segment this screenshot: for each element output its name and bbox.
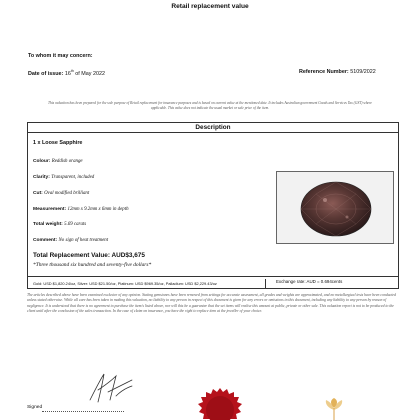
field-clarity [33,175,94,180]
field-cut [33,191,89,196]
ref-value: 5109/2022 [350,69,376,75]
disclaimer-bottom: The articles described above have been examined exclusive of any opinion. Stating gemstones have been removed from settings for accurate assessment, all grades and weights are approximated, and no metallurgical tests have been conducted unless stated otherwise. While all care has been taken in making this valuation, no liability to any person in respect of this document is given for any errors or omissions in this document, including any liability to any person by reason of negligence. It is understood that there is no agreement to purchase the item/s listed above, nor will this be a guarantee that the set items will realise this amount at public, private or other sale. This valuation report is not to be produced to the client until after the conclusion of the sales transaction. In the case of claim on insurance, you have the right to replace item at the jeweller of your choice. [27,293,396,313]
field-value: Transparent, included [51,175,95,180]
field-label: Clarity: [33,175,50,180]
field-measurement [33,207,129,212]
field-value: No sign of heat treatment [58,238,109,243]
date-day: 16 [64,70,71,77]
field-label: Cut: [33,191,43,196]
metals-row-divider [27,276,399,277]
field-value: Oval modified brilliant [44,191,90,196]
field-value: 5.69 carats [64,222,87,227]
signed-label: Signed [27,405,43,410]
field-total-weight [33,222,86,227]
field-comment [33,238,108,243]
date-label: Date of issue: [28,70,64,77]
document-title: Retail replacement value [171,3,249,10]
field-value: 12mm x 9.2mm x 6mm in depth [67,207,129,212]
salutation: To whom it may concern: [28,53,93,59]
logo-icon [314,398,354,420]
total-replacement-value: Total Replacement Value: AUD$3,675 [33,252,145,259]
reference-number [299,69,376,75]
date-rest: of May 2022 [75,70,105,77]
exchange-rate: Exchange rate: AUD = 0.694cents [276,279,343,284]
date-suffix: th [70,69,74,73]
disclaimer-top: This valuation has been prepared for the sole purpose of Retail replacement for insurance purposes and is based on current value at the mentioned date. It includes Australian government Goods and Services Tax (GST) where applicable. This value does not indicate the usual market or sale price of the item. [47,101,373,110]
metal-prices: Gold: USD $1,820.24/oz, Silver: USD $21.50/oz, Platinum: USD $969.35/oz, Palladium: USD $2,229.43/oz [27,279,266,289]
signature-line [42,411,124,412]
total-in-words: *Three thousand six hundred and seventy-five dollars* [33,262,152,268]
field-label: Total weight: [33,222,63,227]
field-value: Reddish orange [51,159,83,164]
date-of-issue [28,69,105,77]
field-colour [33,159,83,164]
gemstone-photo [276,171,394,244]
item-title: 1 x Loose Sapphire [33,140,83,146]
description-heading: Description [27,122,399,133]
ref-label: Reference Number: [299,69,349,75]
field-label: Comment: [33,238,58,243]
sapphire-image [277,172,395,245]
field-label: Measurement: [33,207,67,212]
wax-seal-icon [196,386,244,420]
field-label: Colour: [33,159,51,164]
signature [86,370,136,406]
